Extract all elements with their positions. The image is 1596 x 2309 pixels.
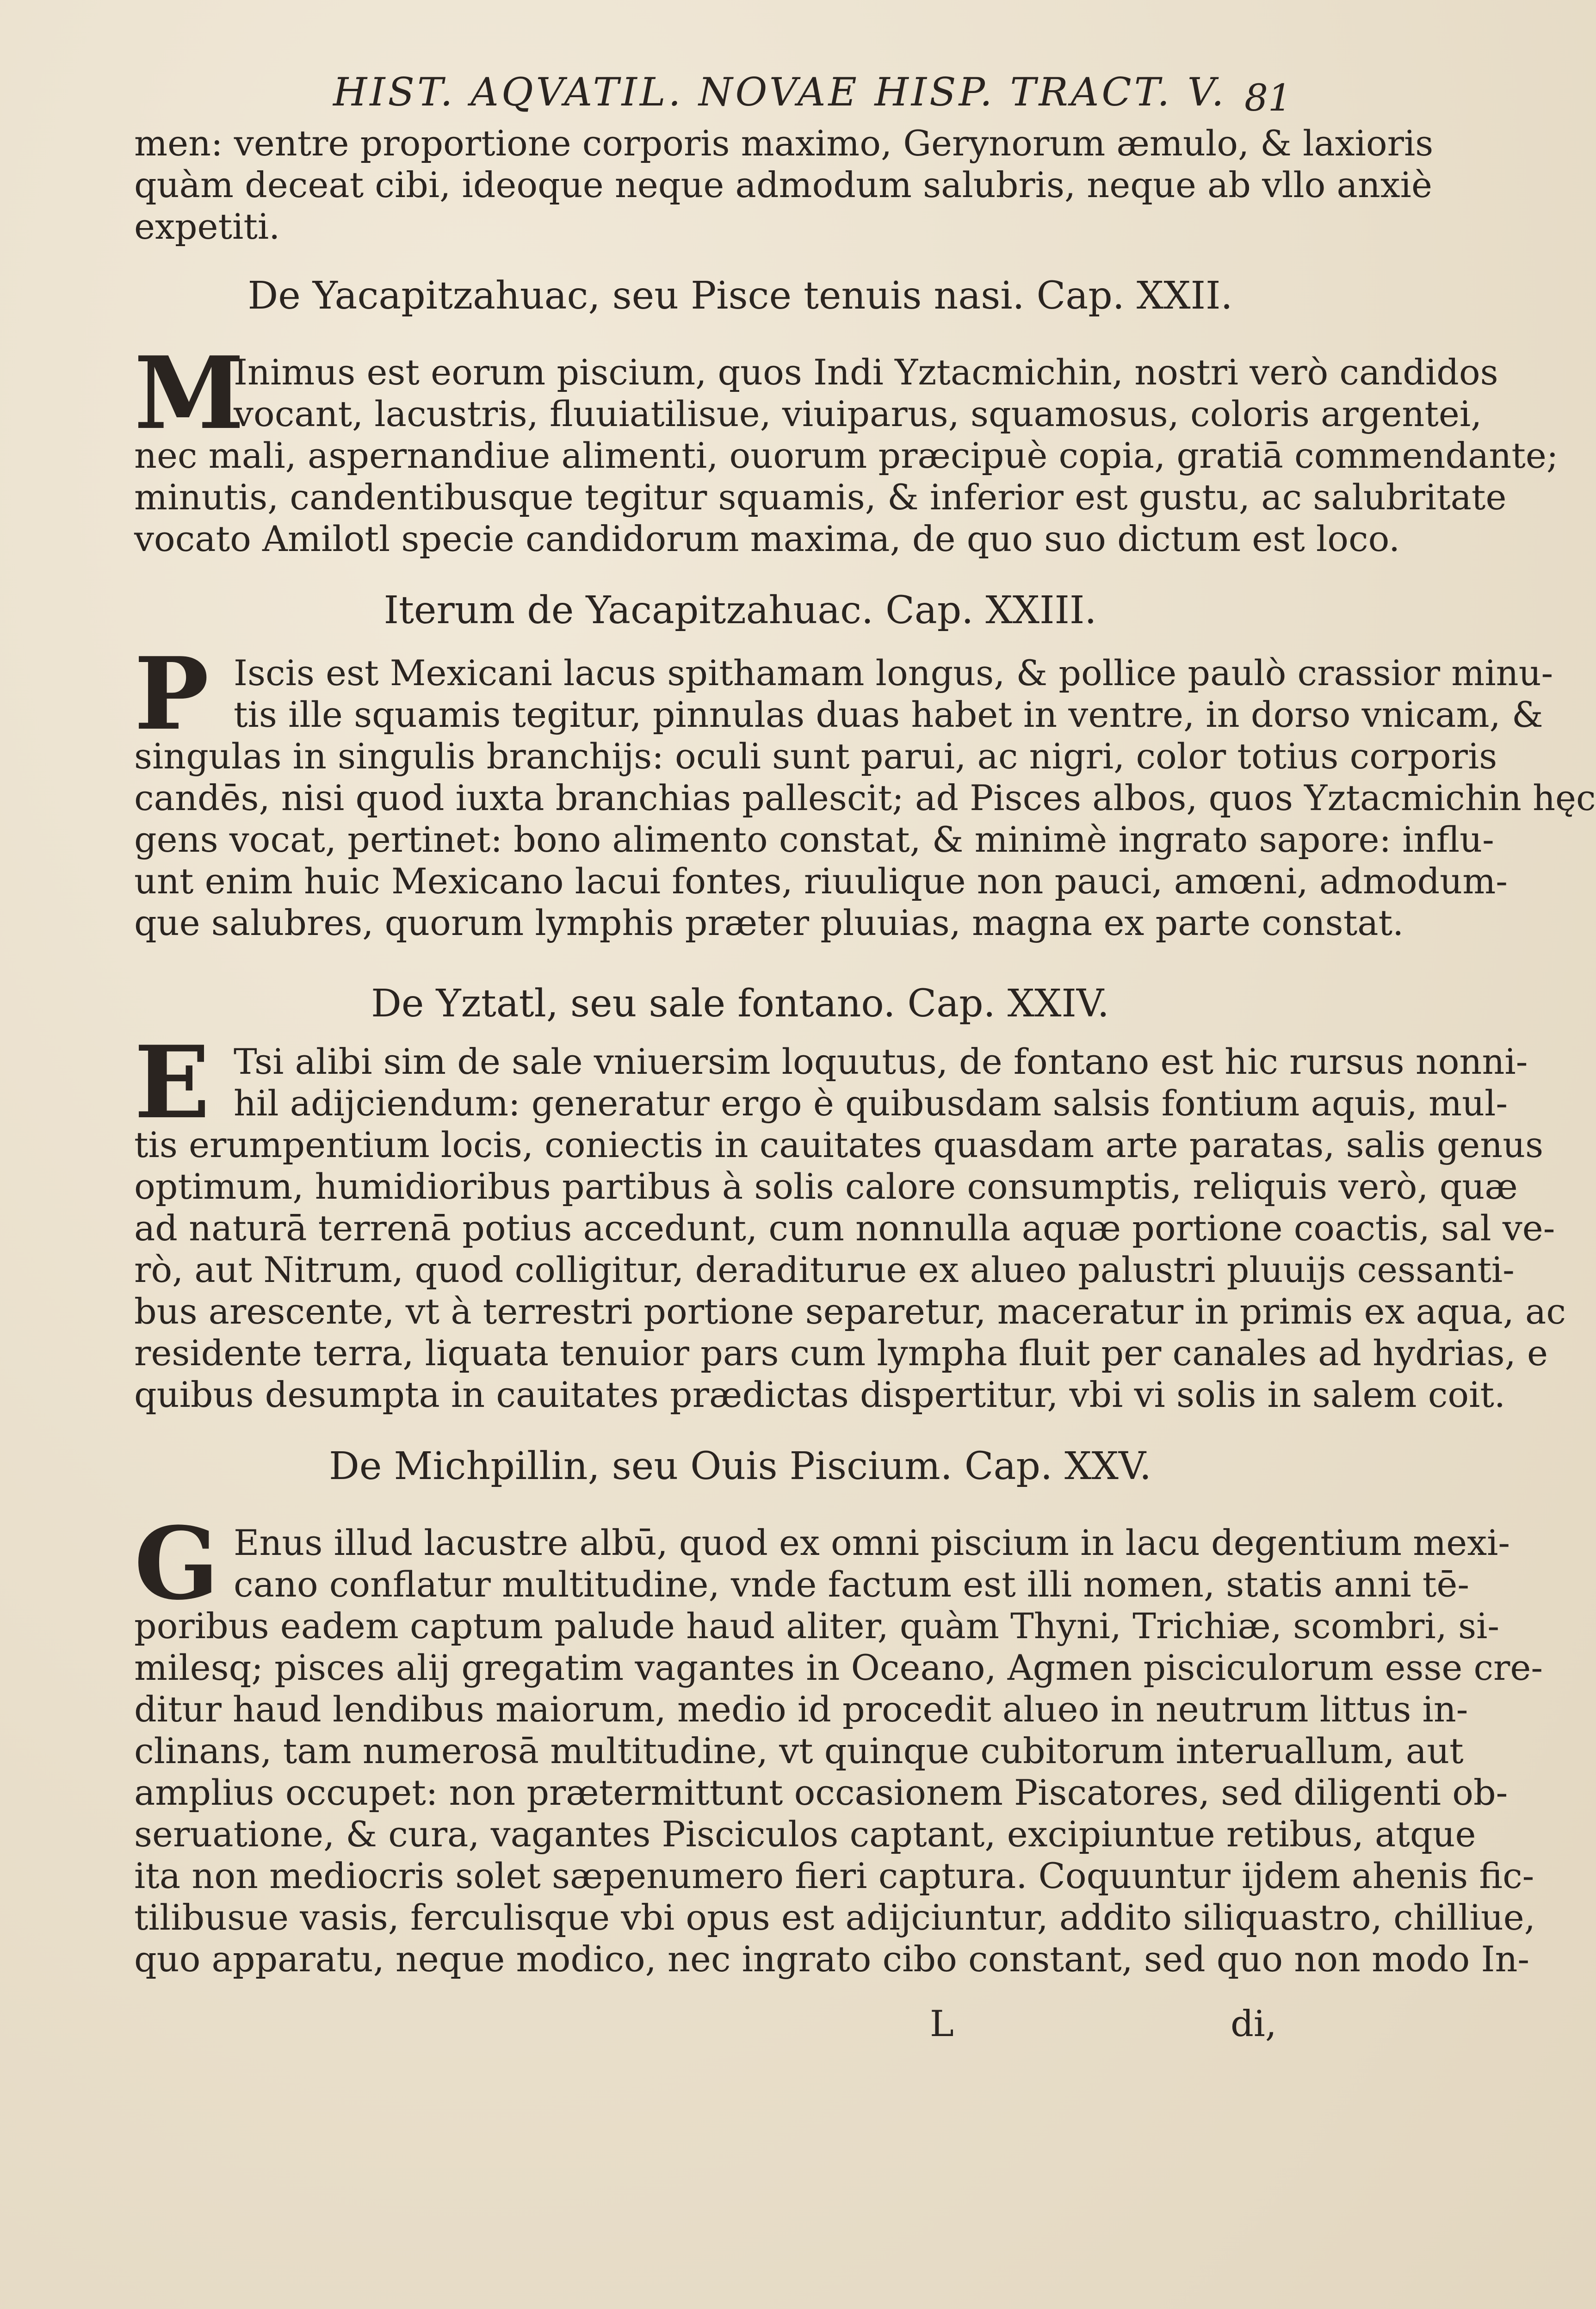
text-line: quàm deceat cibi, ideoque neque admodum salubris, neque ab vllo anxiè: [134, 164, 1432, 205]
text-line: poribus eadem captum palude haud aliter, quàm Thyni, Trichiæ, scombri, si-: [134, 1605, 1500, 1647]
chapter-paragraph: [134, 334, 1559, 560]
text-line: vocato Amilotl specie candidorum maxima, de quo suo dictum est loco.: [134, 518, 1400, 559]
drop-cap: P: [134, 635, 209, 752]
catchword: di,: [1231, 2003, 1277, 2045]
chapter-heading: De Michpillin, seu Ouis Piscium. Cap. XXV.: [329, 1444, 1151, 1488]
text-line: minutis, candentibusque tegitur squamis, & inferior est gustu, ac salubritate: [134, 477, 1507, 518]
drop-cap: E: [134, 1024, 210, 1141]
text-line: bus arescente, vt à terrestri portione separetur, maceratur in primis ex aqua, ac: [134, 1291, 1566, 1332]
text-line: Inimus est eorum piscium, quos Indi Yztacmichin, nostri verò candidos: [234, 352, 1498, 393]
drop-cap: G: [134, 1505, 219, 1622]
text-line: tis ille squamis tegitur, pinnulas duas habet in ventre, in dorso vnicam, &: [234, 694, 1543, 735]
page-number: 81: [1244, 76, 1292, 119]
text-line: ditur haud lendibus maiorum, medio id procedit alueo in neutrum littus in-: [134, 1689, 1468, 1730]
text-line: candēs, nisi quod iuxta branchias pallescit; ad Pisces albos, quos Yztacmichin hęc: [134, 777, 1596, 818]
signature-mark: L: [930, 2003, 954, 2045]
text-line: nec mali, aspernandiue alimenti, ouorum præcipuè copia, gratiā commendante;: [134, 435, 1559, 476]
chapter-heading: De Yztatl, seu sale fontano. Cap. XXIV.: [371, 982, 1109, 1026]
chapter-paragraph: [134, 635, 1596, 944]
text-line: Iscis est Mexicani lacus spithamam longus, & pollice paulò crassior minu-: [234, 652, 1553, 693]
chapter-heading: Iterum de Yacapitzahuac. Cap. XXIII.: [384, 588, 1097, 632]
text-line: clinans, tam numerosā multitudine, vt quinque cubitorum interuallum, aut: [134, 1730, 1464, 1771]
text-line: hil adijciendum: generatur ergo è quibusdam salsis fontium aquis, mul-: [234, 1083, 1508, 1124]
text-line: amplius occupet: non prætermittunt occasionem Piscatores, sed diligenti ob-: [134, 1772, 1508, 1813]
text-line: Tsi alibi sim de sale vniuersim loquutus, de fontano est hic rursus nonni-: [234, 1041, 1528, 1082]
text-line: quibus desumpta in cauitates prædictas dispertitur, vbi vi solis in salem coit.: [134, 1374, 1506, 1415]
chapter-paragraph: [134, 1024, 1566, 1416]
text-line: milesq; pisces alij gregatim vagantes in Oceano, Agmen pisciculorum esse cre-: [134, 1647, 1543, 1688]
text-line: que salubres, quorum lymphis præter pluuias, magna ex parte constat.: [134, 902, 1404, 943]
chapter-paragraph: [134, 1505, 1543, 1980]
text-line: expetiti.: [134, 206, 280, 247]
text-line: cano conflatur multitudine, vnde factum est illi nomen, statis anni tē-: [234, 1564, 1470, 1605]
text-line: seruatione, & cura, vagantes Pisciculos captant, excipiuntue retibus, atque: [134, 1814, 1476, 1855]
text-line: tilibusue vasis, ferculisque vbi opus est adijciuntur, addito siliquastro, chilliue,: [134, 1897, 1535, 1938]
drop-cap: M: [134, 334, 244, 452]
text-line: residente terra, liquata tenuior pars cum lympha fluit per canales ad hydrias, e: [134, 1332, 1548, 1374]
text-line: ita non mediocris solet sæpenumero fieri captura. Coquuntur ijdem ahenis fic-: [134, 1855, 1534, 1896]
chapter-heading: De Yacapitzahuac, seu Pisce tenuis nasi. Cap. XXII.: [247, 274, 1233, 318]
text-line: ad naturā terrenā potius accedunt, cum nonnulla aquæ portione coactis, sal ve-: [134, 1207, 1555, 1249]
text-line: quo apparatu, neque modico, nec ingrato cibo constant, sed quo non modo In-: [134, 1938, 1530, 1980]
text-line: optimum, humidioribus partibus à solis calore consumptis, reliquis verò, quæ: [134, 1166, 1518, 1207]
intro-paragraph: [134, 123, 1434, 248]
text-line: men: ventre proportione corporis maximo, Gerynorum æmulo, & laxioris: [134, 123, 1434, 164]
text-line: tis erumpentium locis, coniectis in cauitates quasdam arte paratas, salis genus: [134, 1124, 1544, 1165]
running-title: HIST. AQVATIL. NOVAE HISP. TRACT. V.: [333, 69, 1227, 115]
text-line: Enus illud lacustre albū, quod ex omni piscium in lacu degentium mexi-: [234, 1522, 1510, 1563]
text-line: gens vocat, pertinet: bono alimento constat, & minimè ingrato sapore: influ-: [134, 819, 1494, 860]
text-line: singulas in singulis branchijs: oculi sunt parui, ac nigri, color totius corporis: [134, 736, 1497, 777]
text-line: unt enim huic Mexicano lacui fontes, riuulique non pauci, amœni, admodum-: [134, 860, 1508, 902]
text-line: vocant, lacustris, fluuiatilisue, viuiparus, squamosus, coloris argentei,: [234, 393, 1482, 434]
text-line: rò, aut Nitrum, quod colligitur, deraditurue ex alueo palustri pluuijs cessanti-: [134, 1249, 1515, 1290]
